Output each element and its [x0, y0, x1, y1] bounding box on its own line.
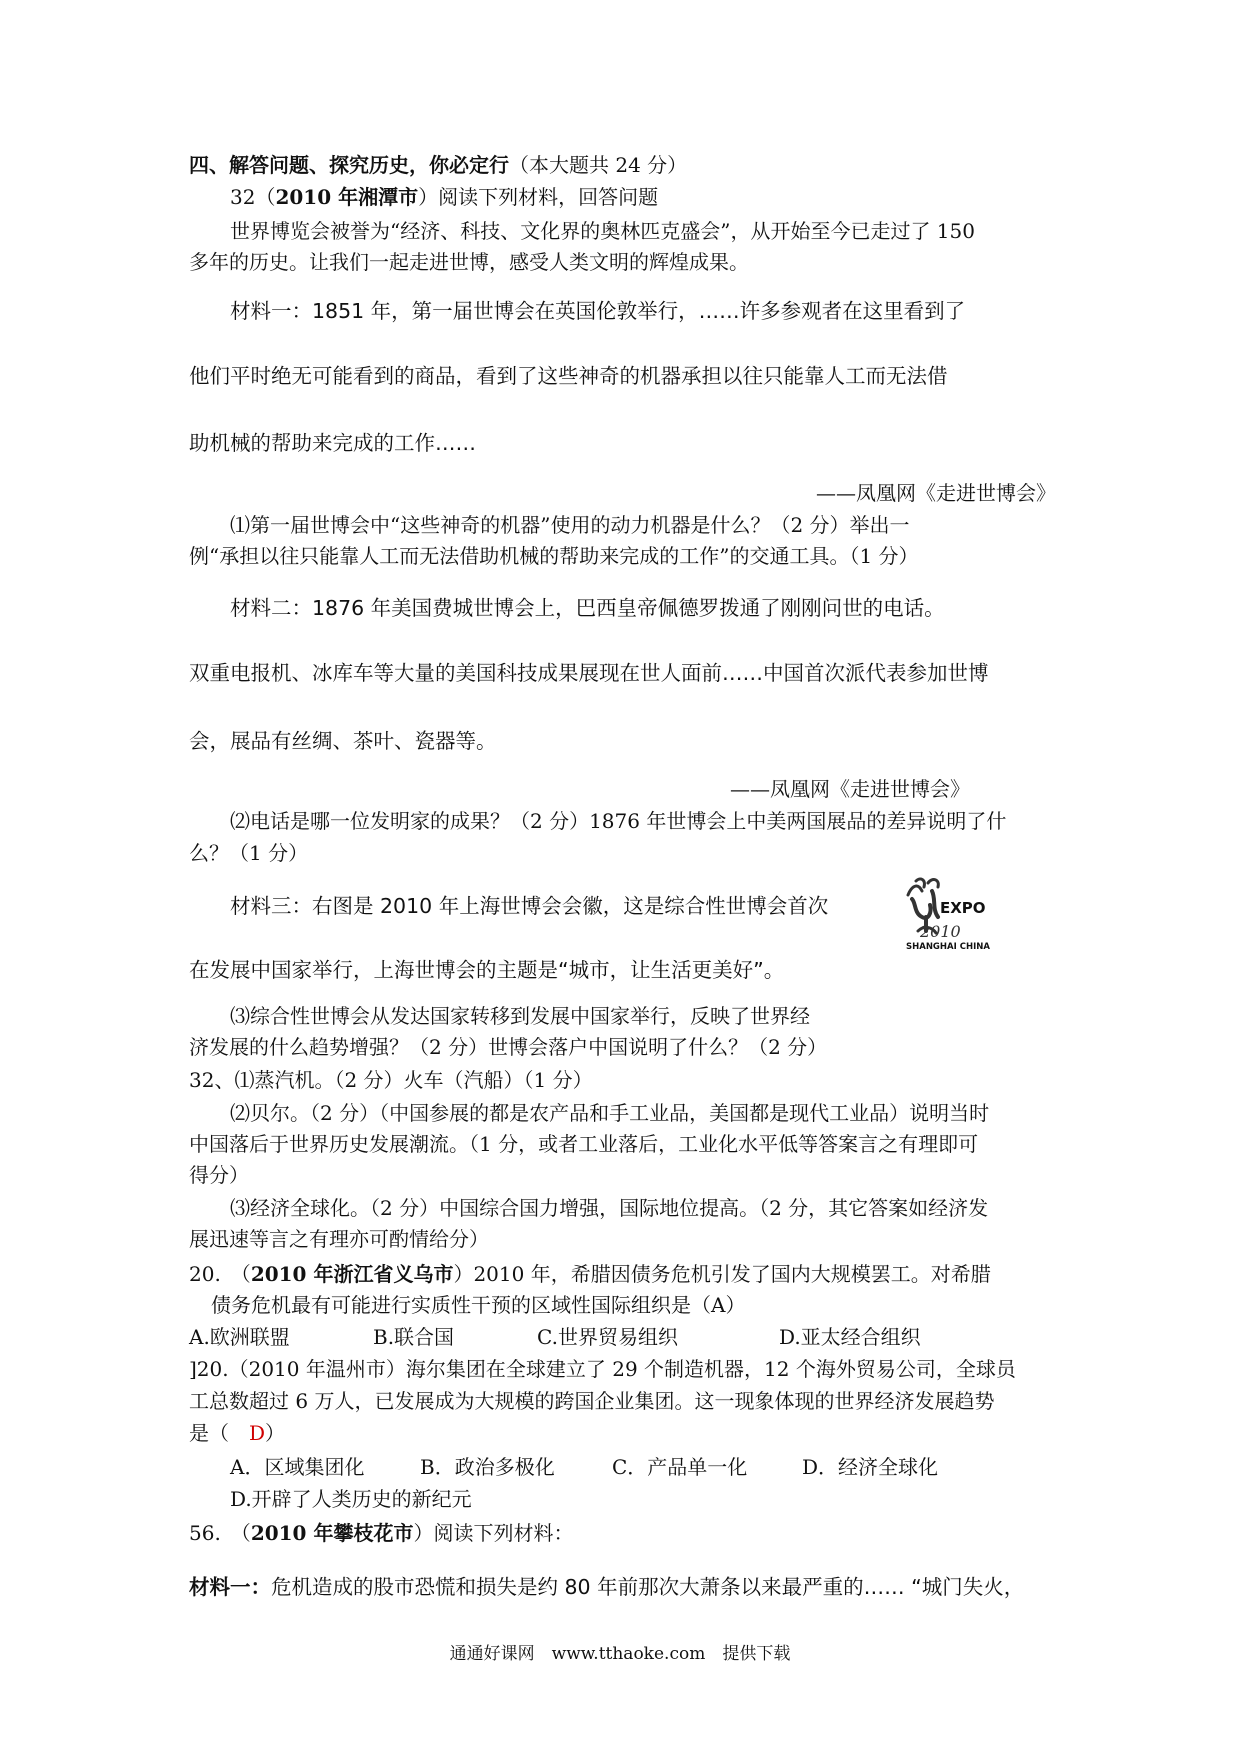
q32-intro-2: 多年的历史。让我们一起走进世博，感受人类文明的辉煌成果。: [189, 250, 749, 274]
answer-32-3-line-2: 展迅速等言之有理亦可酌情给分）: [189, 1227, 489, 1251]
q20b-option-c: C．产品单一化: [612, 1455, 748, 1479]
logo-year-text: 2010: [920, 922, 961, 941]
q32-part-1-line-1: ⑴第一届世博会中“这些神奇的机器”使用的动力机器是什么？（2 分）举出一: [230, 513, 910, 537]
q20b-line-3: 是（ D）: [189, 1421, 286, 1445]
logo-expo-text: EXPO: [940, 899, 986, 917]
answer-32-3-line-1: ⑶经济全球化。（2 分）中国综合国力增强，国际地位提高。（2 分，其它答案如经济发: [230, 1196, 989, 1220]
q20b-extra-option: D.开辟了人类历史的新纪元: [230, 1487, 472, 1511]
material-1-line-2: 他们平时绝无可能看到的商品，看到了这些神奇的机器承担以往只能靠人工而无法借: [189, 364, 948, 388]
source-1: ——凤凰网《走进世博会》: [816, 481, 1056, 505]
material-2-line-3: 会，展品有丝绸、茶叶、瓷器等。: [189, 729, 497, 753]
q20a-heading: 20. （2010 年浙江省义乌市）2010 年，希腊因债务危机引发了国内大规模罢工。对希腊: [189, 1262, 991, 1286]
material-2-line-2: 双重电报机、冰库车等大量的美国科技成果展现在世人面前……中国首次派代表参加世博: [189, 661, 989, 685]
q56-material-1: 材料一：危机造成的股市恐慌和损失是约 80 年前那次大萧条以来最严重的…… “城门失火，: [189, 1575, 1025, 1599]
q20b-option-d: D．经济全球化: [802, 1455, 939, 1479]
q20a-option-c: C.世界贸易组织: [537, 1325, 678, 1349]
q20b-line-1: ]20.（2010 年温州市）海尔集团在全球建立了 29 个制造机器，12 个海外贸易公司，全球员: [189, 1357, 1016, 1381]
q20a-option-d: D.亚太经合组织: [779, 1325, 921, 1349]
material-3-line-1: 材料三：右图是 2010 年上海世博会会徽，这是综合性世博会首次: [230, 894, 829, 918]
logo-name-text: SHANGHAI CHINA: [906, 942, 990, 951]
source-2: ——凤凰网《走进世博会》: [730, 777, 970, 801]
q20a-line-2: 债务危机最有可能进行实质性干预的区域性国际组织是（A）: [211, 1293, 746, 1317]
q20b-option-b: B．政治多极化: [420, 1455, 555, 1479]
emblem-stroke: [908, 886, 922, 895]
q20b-line-2: 工总数超过 6 万人，已发展成为大规模的跨国企业集团。这一现象体现的世界经济发展趋势: [189, 1389, 995, 1413]
q32-part-1-line-2: 例“承担以往只能靠人工而无法借助机械的帮助来完成的工作”的交通工具。（1 分）: [189, 544, 919, 568]
q32-intro-1: 世界博览会被誉为“经济、科技、文化界的奥林匹克盛会”，从开始至今已走过了 150: [230, 219, 975, 243]
answer-32-2-line-2: 中国落后于世界历史发展潮流。（1 分，或者工业落后，工业化水平低等答案言之有理即可: [189, 1132, 979, 1156]
emblem-stroke: [928, 880, 938, 887]
q20a-option-b: B.联合国: [373, 1325, 455, 1349]
material-3-line-2: 在发展中国家举行，上海世博会的主题是“城市，让生活更美好”。: [189, 958, 785, 982]
page-footer: 通通好课网 www.tthaoke.com 提供下载: [449, 1644, 791, 1664]
q20b-option-a: A．区域集团化: [230, 1455, 365, 1479]
material-1-line-1: 材料一：1851 年，第一届世博会在英国伦敦举行，……许多参观者在这里看到了: [230, 299, 966, 323]
answer-mark: D: [249, 1421, 266, 1445]
answer-32-2-line-3: 得分）: [189, 1163, 249, 1187]
section-heading: 四、解答问题、探究历史，你必定行（本大题共 24 分）: [189, 153, 688, 177]
material-2-line-1: 材料二：1876 年美国费城世博会上，巴西皇帝佩德罗拨通了刚刚问世的电话。: [230, 596, 945, 620]
q32-part-2-line-1: ⑵电话是哪一位发明家的成果？（2 分）1876 年世博会上中美两国展品的差异说明了什: [230, 809, 1007, 833]
q32-part-2-line-2: 么？（1 分）: [189, 841, 309, 865]
answer-32-1: 32、⑴蒸汽机。（2 分）火车（汽船）（1 分）: [189, 1068, 593, 1092]
emblem-stroke: [912, 899, 931, 918]
q32-part-3-line-1: ⑶综合性世博会从发达国家转移到发展中国家举行，反映了世界经: [230, 1004, 810, 1028]
material-1-line-3: 助机械的帮助来完成的工作……: [189, 431, 476, 455]
expo-2010-logo: [902, 873, 1002, 951]
q56-heading: 56. （2010 年攀枝花市）阅读下列材料：: [189, 1521, 574, 1545]
q20a-option-a: A.欧洲联盟: [189, 1325, 290, 1349]
answer-32-2-line-1: ⑵贝尔。（2 分）（中国参展的都是农产品和手工业品，美国都是现代工业品）说明当时: [230, 1101, 990, 1125]
emblem-stroke: [932, 891, 938, 917]
q32-heading: 32（2010 年湘潭市）阅读下列材料，回答问题: [230, 185, 659, 209]
q32-part-3-line-2: 济发展的什么趋势增强？（2 分）世博会落户中国说明了什么？（2 分）: [189, 1035, 828, 1059]
